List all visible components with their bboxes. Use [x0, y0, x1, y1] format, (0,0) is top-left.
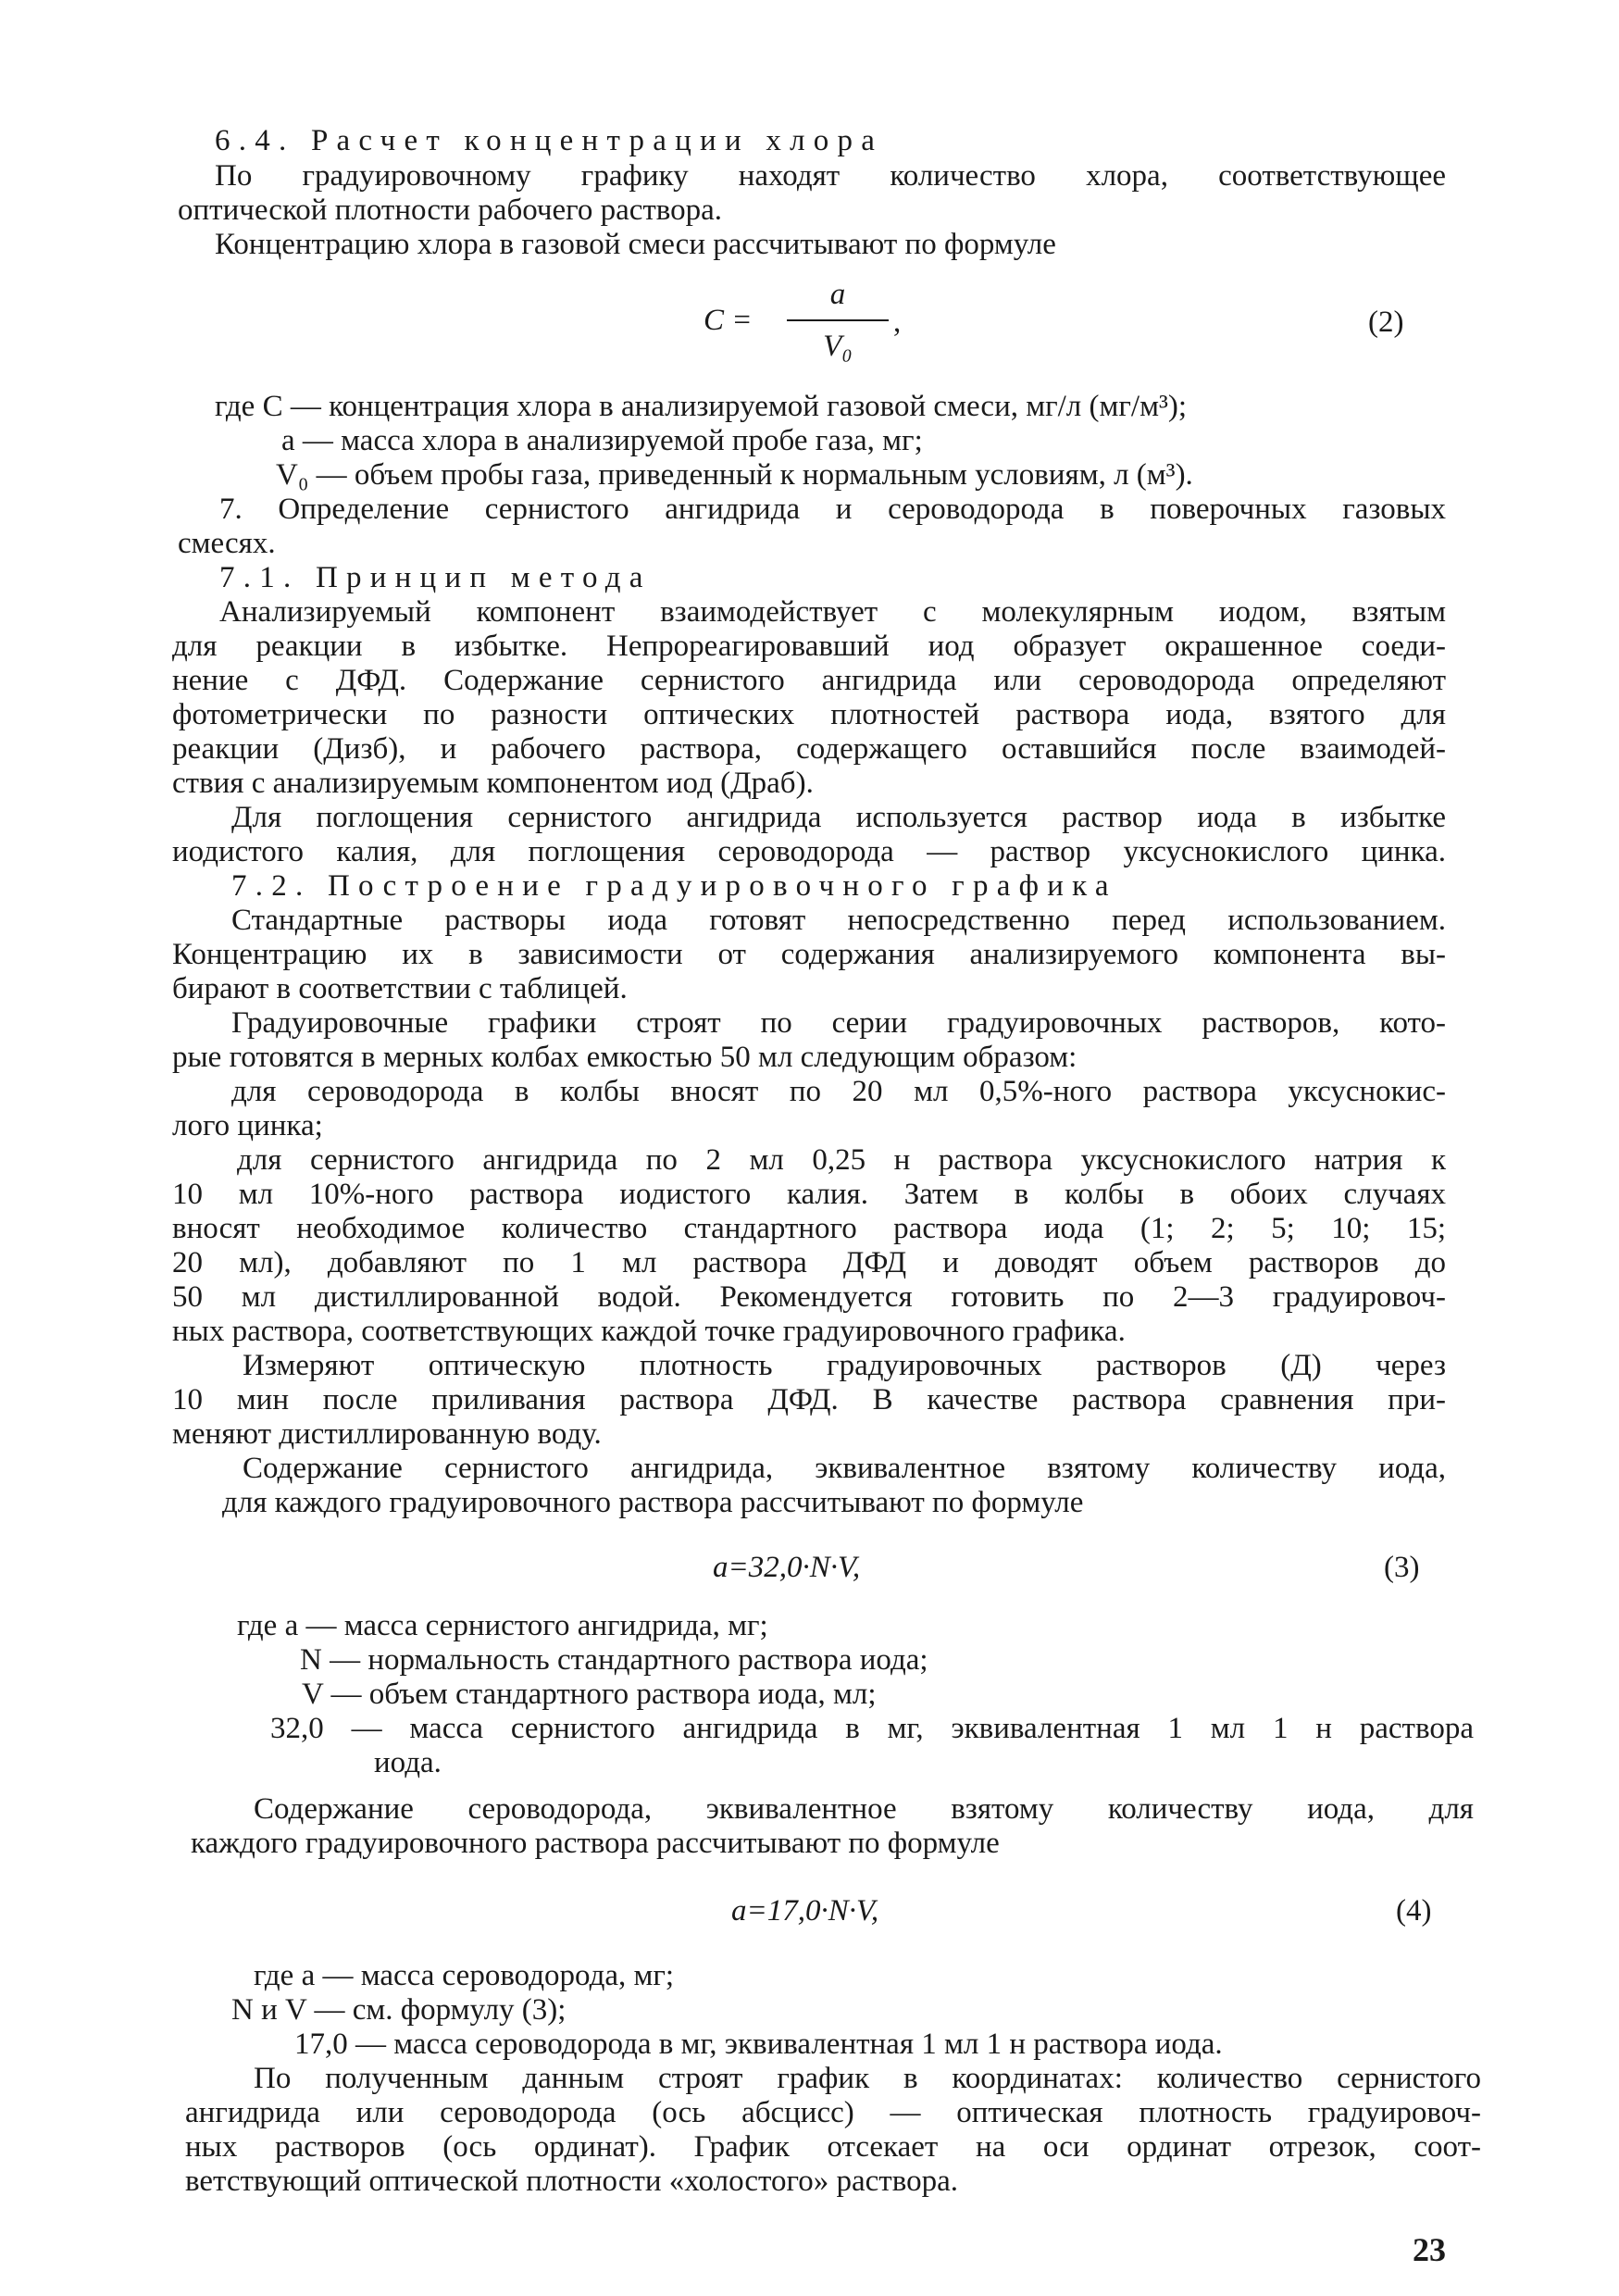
paragraph-line: Содержание сернистого ангидрида, эквивалентное взятому количеству иода, [243, 1452, 1446, 1485]
equation-number-2: (2) [1368, 306, 1404, 339]
definition-line: а — масса хлора в анализируемой пробе газа, мг; [281, 424, 923, 457]
definition-line: где а — масса сернистого ангидрида, мг; [237, 1609, 768, 1642]
paragraph-line: реакции (Дизб), и рабочего раствора, содержащего оставшийся после взаимодей- [172, 732, 1446, 766]
paragraph-line: для каждого градуировочного раствора рассчитывают по формуле [222, 1486, 1084, 1519]
definition-line: 32,0 — масса сернистого ангидрида в мг, эквивалентная 1 мл 1 н раствора [270, 1712, 1474, 1745]
formula-2-numerator: a [829, 278, 846, 311]
equation-number-4: (4) [1396, 1894, 1432, 1928]
paragraph-line: ных растворов (ось ординат). График отсекает на оси ординат отрезок, соот- [185, 2130, 1481, 2164]
section-heading-7: 7. Определение сернистого ангидрида и сероводорода в поверочных газовых [219, 493, 1446, 526]
paragraph-line: лого цинка; [172, 1109, 323, 1142]
section-heading-7-1: 7.1. Принцип метода [219, 561, 652, 594]
paragraph-line: По полученным данным строят график в координатах: количество сернистого [254, 2062, 1481, 2095]
paragraph-line: рые готовятся в мерных колбах емкостью 50 мл следующим образом: [172, 1041, 1077, 1074]
paragraph-line: смесях. [178, 527, 276, 560]
paragraph-line: иодистого калия, для поглощения сероводорода — раствор уксуснокислого цинка. [172, 835, 1446, 868]
definition-line: N — нормальность стандартного раствора иода; [300, 1643, 928, 1677]
paragraph-line: Анализируемый компонент взаимодействует с молекулярным иодом, взятым [219, 595, 1446, 629]
paragraph-line: ствия с анализируемым компонентом иод (Дpаб). [172, 767, 814, 800]
formula-2-comma: , [893, 306, 902, 339]
paragraph-line: 20 мл), добавляют по 1 мл раствора ДФД и доводят объем растворов до [172, 1246, 1446, 1279]
paragraph-line: Для поглощения сернистого ангидрида используется раствор иода в избытке [231, 801, 1446, 834]
paragraph-line: 10 мл 10%-ного раствора иодистого калия. Затем в колбы в обоих случаях [172, 1178, 1446, 1211]
paragraph-line: Концентрацию хлора в газовой смеси рассчитывают по формуле [215, 228, 1056, 261]
paragraph-line: фотометрически по разности оптических плотностей раствора иода, взятого для [172, 698, 1446, 731]
equation-number-3: (3) [1384, 1551, 1420, 1584]
paragraph-line: вносят необходимое количество стандартного раствора иода (1; 2; 5; 10; 15; [172, 1212, 1446, 1245]
paragraph-line: Концентрацию их в зависимости от содержания анализируемого компонента вы- [172, 938, 1446, 971]
paragraph-line: ангидрида или сероводорода (ось абсцисс) — оптическая плотность градуировоч- [185, 2096, 1481, 2129]
paragraph-line: ных раствора, соответствующих каждой точке градуировочного графика. [172, 1315, 1126, 1348]
paragraph-line: 10 мин после приливания раствора ДФД. В качестве раствора сравнения при- [172, 1383, 1446, 1416]
page-number: 23 [1413, 2231, 1446, 2268]
paragraph-line: для сернистого ангидрида по 2 мл 0,25 н раствора уксуснокислого натрия к [237, 1143, 1446, 1177]
formula-2-fraction-bar [787, 319, 889, 321]
paragraph-line: По градуировочному графику находят количество хлора, соответствующее [215, 159, 1446, 193]
definition-line: N и V — см. формулу (3); [231, 1993, 567, 2027]
section-heading-7-2: 7.2. Построение градуировочного графика [231, 869, 1117, 903]
definition-line: V — объем стандартного раствора иода, мл; [302, 1678, 877, 1711]
paragraph-line: 50 мл дистиллированной водой. Рекомендуется готовить по 2—3 градуировоч- [172, 1280, 1446, 1314]
formula-4: a=17,0·N·V, [731, 1894, 879, 1928]
definition-line: где а — масса сероводорода, мг; [254, 1959, 675, 1992]
paragraph-line: оптической плотности рабочего раствора. [178, 193, 723, 227]
paragraph-line: Измеряют оптическую плотность градуировочных растворов (Д) через [243, 1349, 1446, 1382]
paragraph-line: для реакции в избытке. Непрореагировавший иод образует окрашенное соеди- [172, 630, 1446, 663]
formula-2-denominator: V₀ [823, 330, 853, 363]
definition-line: где С — концентрация хлора в анализируемой газовой смеси, мг/л (мг/м³); [215, 390, 1188, 423]
paragraph-line: нение с ДФД. Содержание сернистого ангидрида или сероводорода определяют [172, 664, 1446, 697]
definition-line: V₀ — объем пробы газа, приведенный к нормальным условиям, л (м³). [276, 458, 1193, 492]
paragraph-line: Градуировочные графики строят по серии градуировочных растворов, кото- [231, 1006, 1446, 1040]
formula-3: a=32,0·N·V, [713, 1551, 861, 1584]
paragraph-line: меняют дистиллированную воду. [172, 1417, 602, 1451]
paragraph-line: Содержание сероводорода, эквивалентное взятому количеству иода, для [254, 1792, 1474, 1826]
definition-line: 17,0 — масса сероводорода в мг, эквивалентная 1 мл 1 н раствора иода. [294, 2028, 1223, 2061]
paragraph-line: для сероводорода в колбы вносят по 20 мл 0,5%-ного раствора уксуснокис- [231, 1075, 1446, 1108]
definition-line: иода. [374, 1746, 442, 1779]
formula-2-lhs: C = [704, 304, 753, 337]
paragraph-line: ветствующий оптической плотности «холостого» раствора. [185, 2165, 958, 2198]
paragraph-line: Стандартные растворы иода готовят непосредственно перед использованием. [231, 904, 1446, 937]
section-heading-6-4: 6.4. Расчет концентрации хлора [215, 124, 884, 157]
paragraph-line: бирают в соответствии с таблицей. [172, 972, 628, 1005]
paragraph-line: каждого градуировочного раствора рассчитывают по формуле [191, 1827, 1000, 1860]
